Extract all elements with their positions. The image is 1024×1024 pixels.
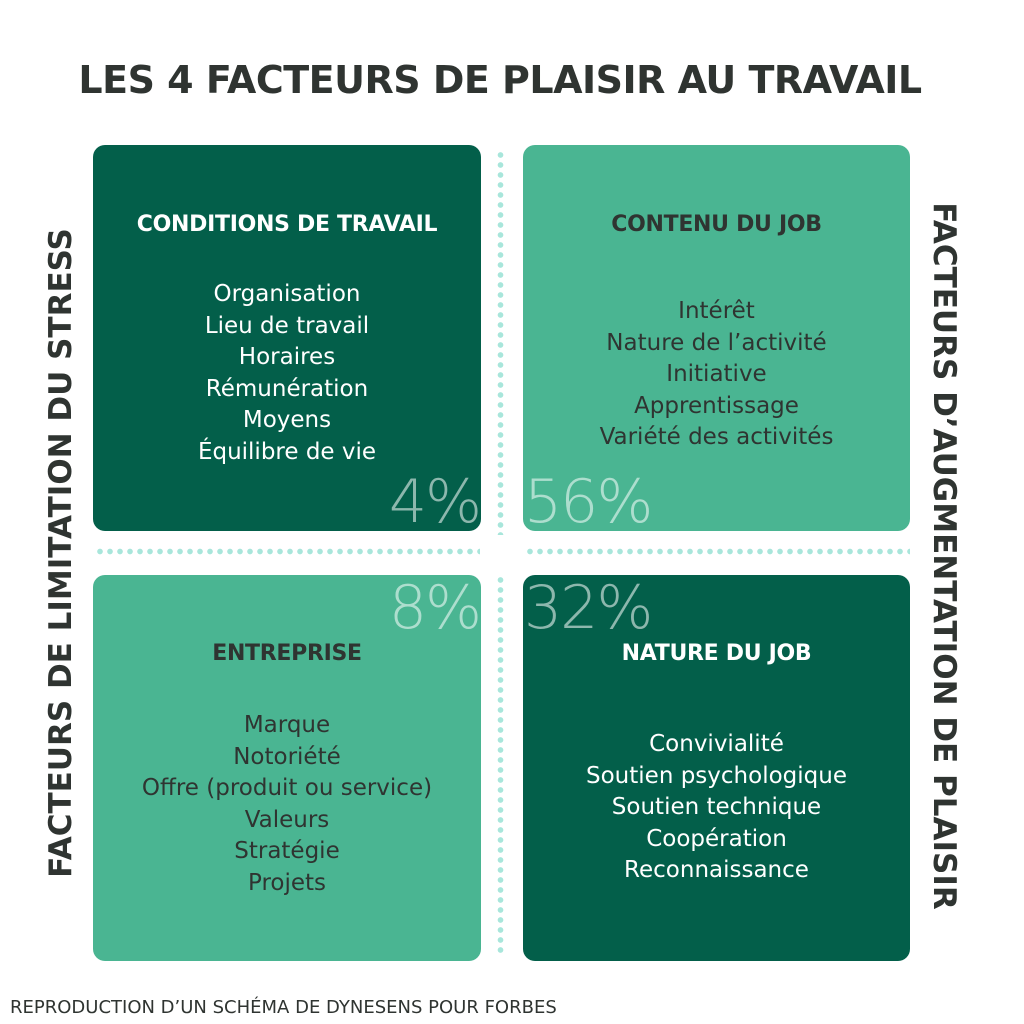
list-item: Initiative <box>666 361 767 387</box>
quadrant-title: CONTENU DU JOB <box>611 212 822 237</box>
quadrant-title: NATURE DU JOB <box>621 641 812 666</box>
vertical-divider-top <box>497 150 504 535</box>
diagram-title: LES 4 FACTEURS DE PLAISIR AU TRAVAIL <box>78 58 922 102</box>
list-item: Horaires <box>238 344 336 370</box>
list-item: Marque <box>243 712 331 738</box>
list-item: Rémunération <box>205 375 369 402</box>
list-item: Offre (produit ou service) <box>141 775 433 801</box>
left-axis-label: FACTEURS DE LIMITATION DU STRESS <box>43 228 79 878</box>
list-item: Équilibre de vie <box>197 438 377 465</box>
percent-nature-du-job: 32% <box>524 573 652 643</box>
quadrant-item-list <box>523 729 910 887</box>
quadrant-item-list <box>93 279 481 468</box>
percent-entreprise: 8% <box>388 573 480 643</box>
list-item: Moyens <box>242 407 332 433</box>
list-item: Stratégie <box>234 838 340 864</box>
list-item: Nature de l’activité <box>606 329 827 356</box>
list-item: Organisation <box>213 281 361 307</box>
list-item: Intérêt <box>678 298 755 324</box>
list-item: Projets <box>247 869 327 896</box>
list-item: Coopération <box>646 825 787 852</box>
source-footer: REPRODUCTION D’UN SCHÉMA DE DYNESENS POUR FORBES <box>10 997 557 1018</box>
list-item: Valeurs <box>244 806 330 833</box>
list-item: Convivialité <box>649 731 784 757</box>
quadrant-title: CONDITIONS DE TRAVAIL <box>136 212 438 237</box>
quadrant-item-list <box>523 296 910 454</box>
list-item: Soutien psychologique <box>586 762 847 789</box>
vertical-divider-bottom <box>497 575 504 955</box>
list-item: Variété des activités <box>599 424 834 450</box>
list-item: Notoriété <box>233 743 341 770</box>
horizontal-divider-left <box>95 548 480 555</box>
list-item: Lieu de travail <box>204 312 370 339</box>
list-item: Soutien technique <box>611 794 822 820</box>
percent-contenu-du-job: 56% <box>524 467 652 537</box>
quadrant-title: ENTREPRISE <box>212 641 362 666</box>
list-item: Apprentissage <box>634 392 799 419</box>
list-item: Reconnaissance <box>624 857 809 883</box>
quadrant-item-list <box>93 710 481 899</box>
horizontal-divider-right <box>525 548 910 555</box>
right-axis-label: FACTEURS D’AUGMENTATION DE PLAISIR <box>926 202 962 910</box>
percent-conditions-de-travail: 4% <box>388 467 480 537</box>
